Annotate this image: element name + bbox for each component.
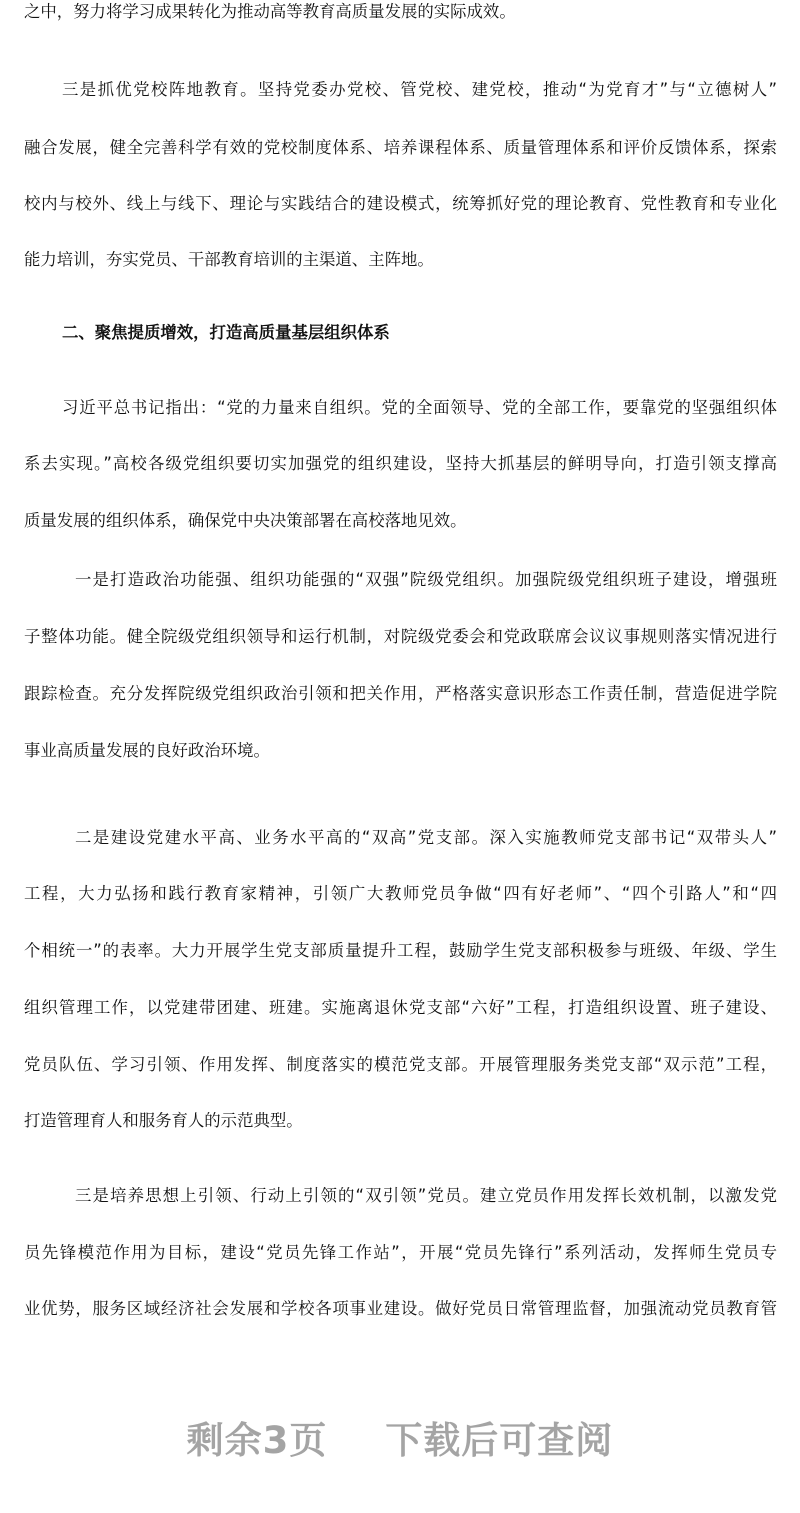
text-line: 习近平总书记指出：“党的力量来自组织。党的全面领导、党的全部工作，要靠党的坚强组织体 (62, 398, 777, 417)
text-line: 系去实现。”高校各级党组织要切实加强党的组织建设，坚持大抓基层的鲜明导向，打造引领支撑高 (24, 454, 777, 473)
text-line: 子整体功能。健全院级党组织领导和运行机制，对院级党委会和党政联席会议议事规则落实情况进行 (24, 627, 777, 646)
text-line: 员先锋模范作用为目标，建设“党员先锋工作站”，开展“党员先锋行”系列活动，发挥师生党员专 (24, 1243, 777, 1262)
text-line: 二是建设党建水平高、业务水平高的“双高”党支部。深入实施教师党支部书记“双带头人” (75, 828, 777, 847)
text-line: 融合发展，健全完善科学有效的党校制度体系、培养课程体系、质量管理体系和评价反馈体系，探索 (24, 138, 777, 157)
text-line: 组织管理工作，以党建带团建、班建。实施离退休党支部“六好”工程，打造组织设置、班子建设、 (24, 998, 777, 1017)
text-line: 质量发展的组织体系，确保党中央决策部署在高校落地见效。 (24, 511, 467, 530)
text-line: 三是抓优党校阵地教育。坚持党委办党校、管党校、建党校，推动“为党育才”与“立德树人” (62, 80, 777, 99)
text-line: 事业高质量发展的良好政治环境。 (24, 741, 270, 760)
text-line: 二、聚焦提质增效，打造高质量基层组织体系 (62, 323, 390, 342)
text-line: 业优势，服务区域经济社会发展和学校各项事业建设。做好党员日常管理监督，加强流动党员教育管 (24, 1299, 777, 1318)
text-line: 之中，努力将学习成果转化为推动高等教育高质量发展的实际成效。 (24, 2, 516, 21)
text-line: 校内与校外、线上与线下、理论与实践结合的建设模式，统筹抓好党的理论教育、党性教育和专业化 (24, 194, 777, 213)
text-line: 能力培训，夯实党员、干部教育培训的主渠道、主阵地。 (24, 250, 434, 269)
text-line: 跟踪检查。充分发挥院级党组织政治引领和把关作用，严格落实意识形态工作责任制，营造促进学院 (24, 684, 777, 703)
download-to-view-label[interactable]: 下载后可查阅 (385, 1419, 614, 1462)
text-line: 党员队伍、学习引领、作用发挥、制度落实的模范党支部。开展管理服务类党支部“双示范”工程， (24, 1055, 777, 1074)
text-line: 个相统一”的表率。大力开展学生党支部质量提升工程，鼓励学生党支部积极参与班级、年级、学生 (24, 941, 777, 960)
text-line: 三是培养思想上引领、行动上引领的“双引领”党员。建立党员作用发挥长效机制，以激发党 (75, 1186, 777, 1205)
download-prompt[interactable] (0, 1410, 800, 1464)
text-line: 一是打造政治功能强、组织功能强的“双强”院级党组织。加强院级党组织班子建设，增强班 (75, 570, 777, 589)
text-line: 打造管理育人和服务育人的示范典型。 (24, 1111, 303, 1130)
text-line: 工程，大力弘扬和践行教育家精神，引领广大教师党员争做“四有好老师”、“四个引路人”和“四 (24, 884, 777, 903)
remaining-pages-label: 剩余3页 (186, 1419, 328, 1462)
